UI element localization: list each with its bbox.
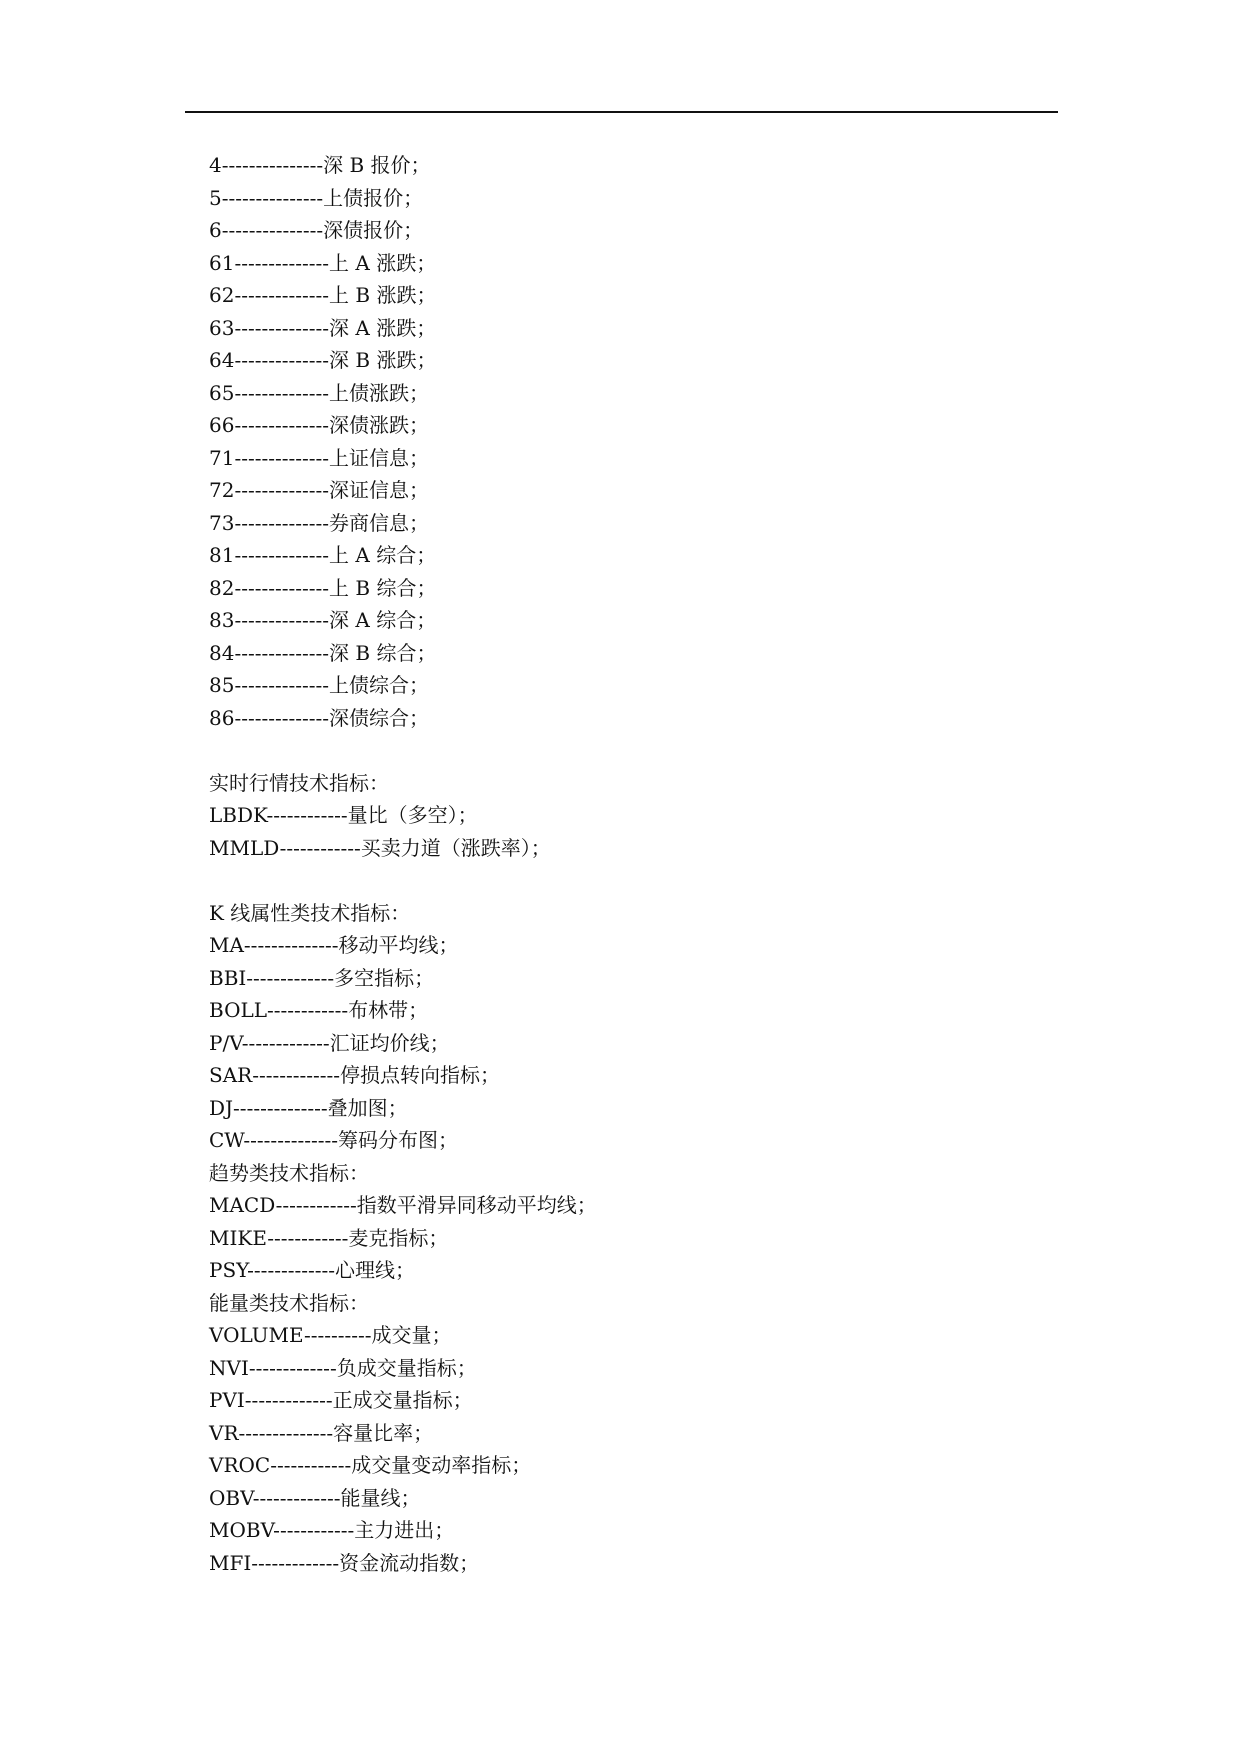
text-line: MIKE------------麦克指标； [209,1225,449,1250]
text-line: 86--------------深债综合； [209,705,430,730]
text-line: 73--------------券商信息； [209,510,430,535]
text-line: 72--------------深证信息； [209,478,430,502]
text-line: CW--------------筹码分布图； [209,1128,459,1152]
text-line: 6---------------深债报价； [209,218,424,242]
text-line: MMLD------------买卖力道（涨跌率）； [209,835,551,860]
text-line: MA--------------移动平均线； [209,933,459,957]
text-line: K 线属性类技术指标： [209,900,411,925]
text-line: PSY-------------心理线； [209,1258,416,1282]
text-line: SAR-------------停损点转向指标； [209,1063,501,1087]
text-line: 84--------------深 B 综合； [209,640,437,665]
text-line: MFI-------------资金流动指数； [209,1550,480,1575]
text-line: 5---------------上债报价； [209,185,424,210]
text-line: 能量类技术指标： [209,1290,369,1315]
text-line: PVI-------------正成交量指标； [209,1388,473,1412]
blank-line [209,864,1109,897]
text-line: 66--------------深债涨跌； [209,413,430,437]
text-line: VOLUME----------成交量； [209,1323,452,1347]
text-line: 63--------------深 A 涨跌； [209,315,437,340]
text-line: MACD------------指数平滑异同移动平均线； [209,1193,597,1217]
text-line: BBI-------------多空指标； [209,965,435,990]
text-line: VR--------------容量比率； [209,1420,434,1445]
text-line: 4---------------深 B 报价； [209,153,431,177]
text-line: 81--------------上 A 综合； [209,543,437,567]
text-line: LBDK------------量比（多空）； [209,803,478,827]
header-rule [185,111,1058,113]
blank-line [209,734,1109,767]
text-line: 71--------------上证信息； [209,445,430,470]
text-line: 85--------------上债综合； [209,673,430,697]
text-line: 64--------------深 B 涨跌； [209,348,437,372]
text-line: 65--------------上债涨跌； [209,380,430,405]
text-line: 83--------------深 A 综合； [209,608,437,632]
text-line: BOLL------------布林带； [209,998,429,1022]
document-body [209,149,1109,1579]
text-line: MOBV------------主力进出； [209,1518,455,1542]
text-line: NVI-------------负成交量指标； [209,1355,477,1380]
text-line: DJ--------------叠加图； [209,1095,408,1120]
text-line: VROC------------成交量变动率指标； [209,1453,532,1477]
text-line: OBV-------------能量线； [209,1485,421,1510]
text-line: 62--------------上 B 涨跌； [209,283,437,307]
text-line: P/V-------------汇证均价线； [209,1030,450,1055]
text-line: 实时行情技术指标： [209,770,389,795]
text-line: 82--------------上 B 综合； [209,575,437,600]
text-line: 61--------------上 A 涨跌； [209,250,437,275]
text-line: 趋势类技术指标： [209,1160,369,1185]
